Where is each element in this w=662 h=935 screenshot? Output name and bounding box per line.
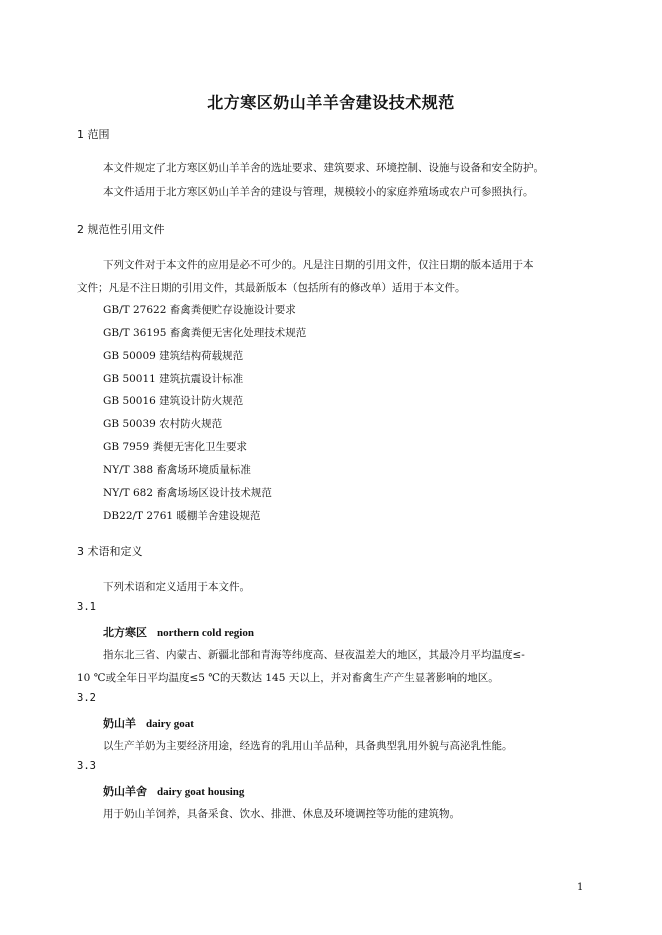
term-definition-line-2: 10 ℃或全年日平均温度≤5 ℃的天数达 145 天以上，并对畜禽生产产生显著影响的地区。 (77, 672, 499, 684)
reference-item: GB/T 36195 畜禽粪便无害化处理技术规范 (103, 327, 307, 339)
term-heading (103, 624, 254, 640)
reference-item: GB 7959 粪便无害化卫生要求 (103, 441, 248, 453)
term-heading (103, 783, 244, 799)
term-zh: 北方寒区 (103, 626, 147, 639)
scope-paragraph-2: 本文件适用于北方寒区奶山羊羊舍的建设与管理，规模较小的家庭养殖场或农户可参照执行。 (103, 186, 534, 198)
scope-paragraph-1: 本文件规定了北方寒区奶山羊羊舍的选址要求、建筑要求、环境控制、设施与设备和安全防护。 (103, 162, 544, 174)
term-number: 3.1 (77, 601, 96, 613)
references-intro-line-1: 下列文件对于本文件的应用是必不可少的。凡是注日期的引用文件，仅注日期的版本适用于本 (103, 259, 534, 271)
reference-item: NY/T 388 畜禽场环境质量标准 (103, 464, 251, 476)
term-heading (103, 715, 194, 731)
term-en: dairy goat (146, 718, 194, 730)
reference-item: NY/T 682 畜禽场场区设计技术规范 (103, 487, 272, 499)
reference-item: GB 50009 建筑结构荷载规范 (103, 350, 244, 362)
section-heading-normative-references: 2 规范性引用文件 (77, 223, 165, 236)
reference-item: GB 50011 建筑抗震设计标准 (103, 373, 244, 385)
section-heading-scope: 1 范围 (77, 128, 110, 141)
term-definition-line-1: 用于奶山羊饲养，具备采食、饮水、排泄、休息及环境调控等功能的建筑物。 (103, 808, 460, 820)
reference-item: GB 50016 建筑设计防火规范 (103, 395, 244, 407)
term-definition-line-1: 以生产羊奶为主要经济用途，经选育的乳用山羊品种，具备典型乳用外貌与高泌乳性能。 (103, 740, 513, 752)
section-heading-terms-definitions: 3 术语和定义 (77, 545, 143, 558)
page-number: 1 (577, 882, 584, 893)
references-intro-line-2: 文件；凡是不注日期的引用文件，其最新版本（包括所有的修改单）适用于本文件。 (77, 282, 466, 294)
terms-intro: 下列术语和定义适用于本文件。 (103, 581, 250, 593)
reference-item: GB 50039 农村防火规范 (103, 418, 223, 430)
term-zh: 奶山羊舍 (103, 785, 147, 798)
term-number: 3.3 (77, 760, 96, 772)
term-number: 3.2 (77, 692, 96, 704)
document-title: 北方寒区奶山羊羊舍建设技术规范 (207, 93, 455, 112)
term-zh: 奶山羊 (103, 717, 136, 730)
reference-item: DB22/T 2761 暖棚羊舍建设规范 (103, 510, 261, 522)
term-en: dairy goat housing (157, 786, 245, 798)
term-en: northern cold region (157, 627, 254, 639)
term-definition-line-1: 指东北三省、内蒙古、新疆北部和青海等纬度高、昼夜温差大的地区，其最冷月平均温度≤- (103, 649, 525, 661)
reference-item: GB/T 27622 畜禽粪便贮存设施设计要求 (103, 304, 296, 316)
